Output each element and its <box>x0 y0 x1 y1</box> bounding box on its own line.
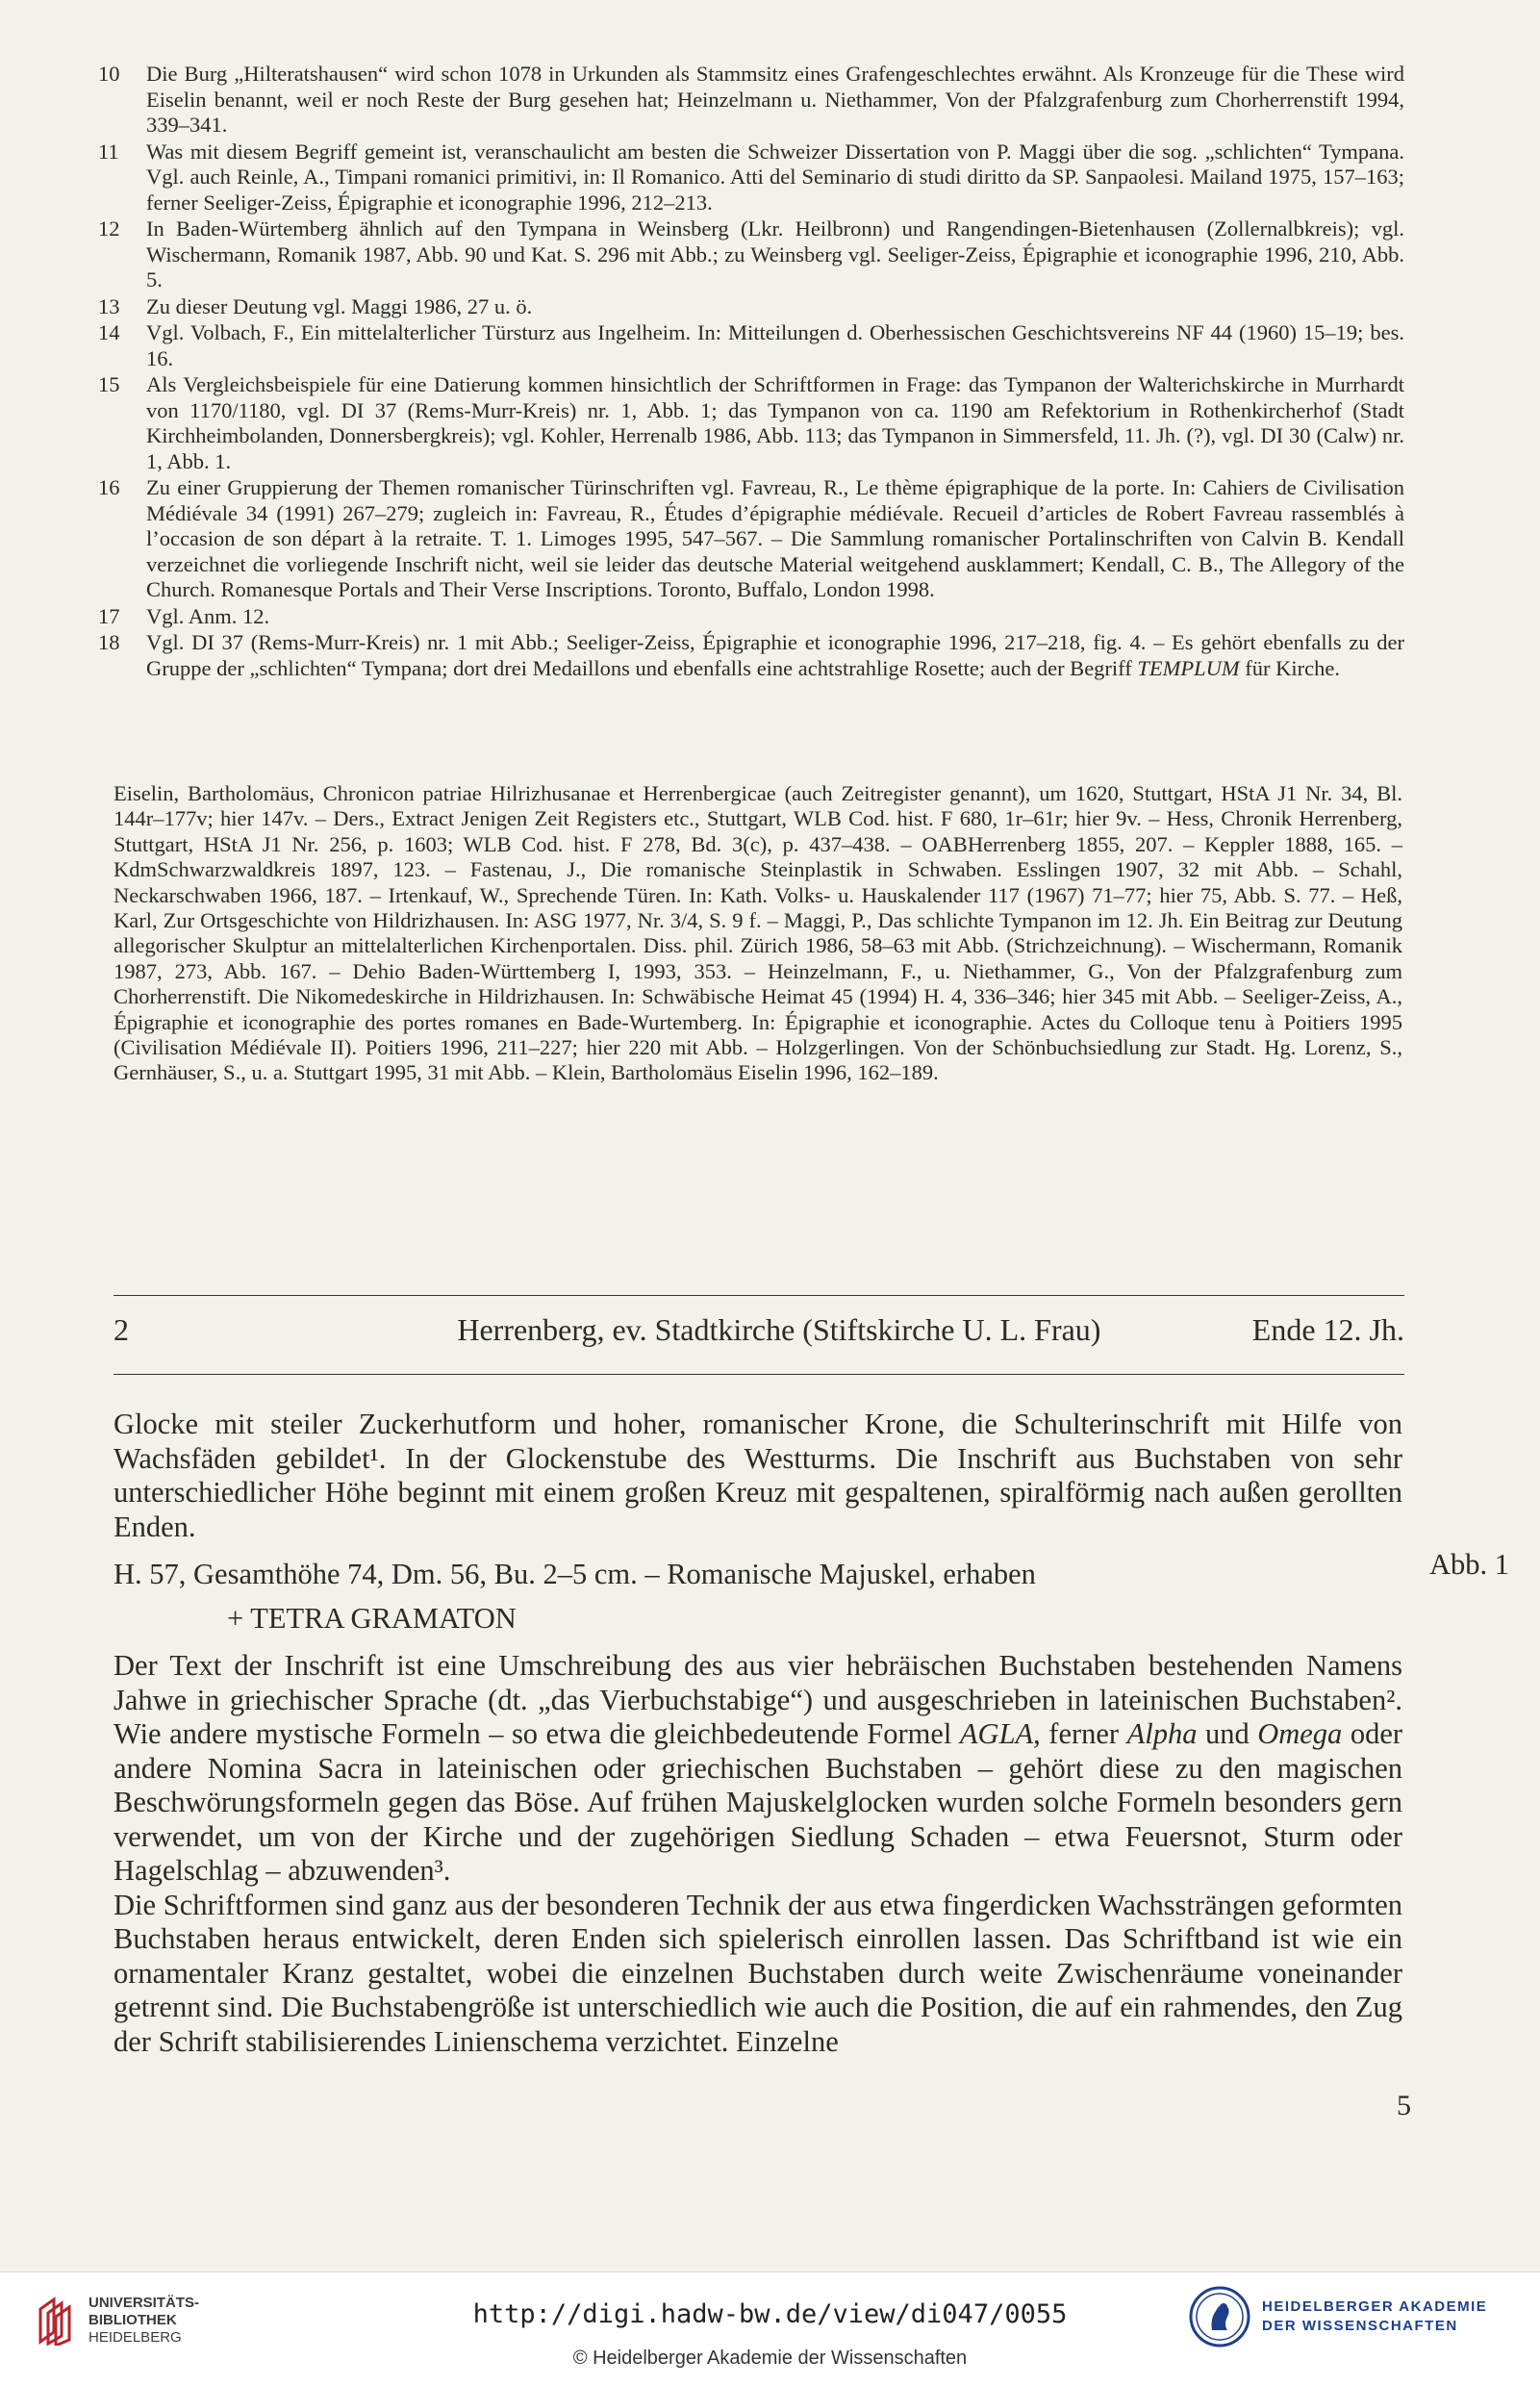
permalink-url[interactable]: http://digi.hadw-bw.de/view/di047/0055 <box>472 2299 1068 2329</box>
footnote-text: Die Burg „Hilteratshausen“ wird schon 1078 in Urkunden als Stammsitz eines Grafengeschlechtes erwähnt. Als Kronzeuge für die These wird Eiselin benannt, weil er noch Reste der Burg gesehen hat; Heinzelmann u. Niethammer, Von der Pfalzgrafenburg zum Chorherrenstift 1994, 339–341. <box>146 62 1404 137</box>
description-paragraph: Glocke mit steiler Zuckerhutform und hoher, romanischer Krone, die Schulterinschrift mit Hilfe von Wachsfäden gebildet¹. In der Glockenstube des Westturms. Die Inschrift aus Buchstaben von sehr unterschiedlicher Höhe beginnt mit einem großen Kreuz mit gespaltenen, spiralförmig nach außen gerollten Enden. <box>114 1408 1402 1543</box>
entry-body <box>114 1408 1402 2059</box>
footnote-number: 11 <box>98 139 119 164</box>
header-rule-top <box>114 1295 1404 1296</box>
footnote <box>96 604 1404 630</box>
footnote <box>96 320 1404 371</box>
ub-name-line: UNIVERSITÄTS- <box>88 2295 200 2311</box>
hadw-name <box>1262 2297 1487 2336</box>
footnote-text: Als Vergleichsbeispiele für eine Datierung kommen hinsichtlich der Schriftformen in Frage: das Tympanon der Walterichskirche in Murrhardt von 1170/1180, vgl. DI 37 (Rems-Murr-Kreis) nr. 1, Abb. 1; das Tympanon von ca. 1190 am Refektorium in Rothenkircherhof (Stadt Kirchheimbolanden, Donnersbergkreis); vgl. Kohler, Herrenalb 1986, Abb. 113; das Tympanon in Simmersfeld, 11. Jh. (?), vgl. DI 30 (Calw) nr. 1, Abb. 1. <box>146 372 1404 473</box>
formula-agla: AGLA <box>959 1717 1034 1750</box>
bibliography: Eiselin, Bartholomäus, Chronicon patriae Hilrizhusanae et Herrenbergicae (auch Zeitregister genannt), um 1620, Stuttgart, HStA J1 Nr. 34, Bl. 144r–177v; hier 147v. – Ders., Extract Jenigen Zeit Registers etc., Stuttgart, WLB Cod. hist. F 680, 1r–61r; hier 9v. – Hess, Chronik Herrenberg, Stuttgart, HStA J1 Nr. 256, p. 1603; WLB Cod. hist. F 278, Bd. 3(c), p. 437–438. – OABHerrenberg 1855, 207. – Keppler 1888, 165. – KdmSchwarzwaldkreis 1897, 123. – Fastenau, J., Die romanische Steinplastik in Schwaben. Esslingen 1907, 32 mit Abb. – Schahl, Neckarschwaben 1966, 187. – Irtenkauf, W., Sprechende Türen. In: Kath. Volks- u. Hauskalender 117 (1967) 71–77; hier 75, Abb. S. 77. – Heß, Karl, Zur Ortsgeschichte von Hildrizhausen. In: ASG 1977, Nr. 3/4, S. 9 f. – Maggi, P., Das schlichte Tympanon im 12. Jh. Ein Beitrag zur Deutung allegorischer Skulptur an mittelalterlichen Kirchenportalen. Diss. phil. Zürich 1986, 58–63 mit Abb. (Strichzeichnung). – Wischermann, Romanik 1987, 273, Abb. 167. – Dehio Baden-Württemberg I, 1993, 353. – Heinzelmann, F., u. Niethammer, G., Von der Pfalzgrafenburg zum Chorherrenstift. Die Nikomedeskirche in Hildrizhausen. In: Schwäbische Heimat 45 (1994) H. 4, 336–346; hier 345 mit Abb. – Seeliger-Zeiss, A., Épigraphie et iconographie des portes romanes en Bade-Wurtemberg. In: Épigraphie et iconographie. Actes du Colloque tenu à Poitiers 1995 (Civilisation Médiévale II). Poitiers 1996, 211–227; hier 220 mit Abb. – Holzgerlingen. Von der Schönbuchsiedlung zur Stadt. Hg. Lorenz, S., Gernhäuser, S., u. a. Stuttgart 1995, 31 mit Abb. – Klein, Bartholomäus Eiselin 1996, 162–189. <box>114 781 1402 1085</box>
entry-date: Ende 12. Jh. <box>1251 1312 1404 1347</box>
footnote-number: 15 <box>98 372 120 396</box>
footnote-italic-term: TEMPLUM <box>1137 655 1240 680</box>
footnote <box>96 62 1404 139</box>
commentary-text: oder andere Nomina Sacra in lateinischen oder griechischen Buchstaben – gehört diese zu den magischen Beschwörungsformeln gegen das Böse. Auf frühen Majuskelglocken wurden solche Formeln besonders gern verwendet, um von der Kirche und der zugehörigen Siedlung Schaden – etwa Feuersnot, Sturm oder Hagelschlag – abzuwenden³. <box>114 1717 1403 1887</box>
footnote-number: 10 <box>98 62 120 86</box>
formula-alpha: Alpha <box>1126 1717 1198 1750</box>
footnote-text: In Baden-Würtemberg ähnlich auf den Tympana in Weinsberg (Lkr. Heilbronn) und Rangendingen-Bietenhausen (Zollernalbkreis); vgl. Wischermann, Romanik 1987, Abb. 90 und Kat. S. 296 mit Abb.; zu Weinsberg vgl. Seeliger-Zeiss, Épigraphie et iconographie 1996, 210, Abb. 5. <box>146 216 1404 292</box>
figure-reference: Abb. 1 <box>1429 1548 1510 1581</box>
footnote <box>96 372 1404 474</box>
footnote-text-part: Vgl. DI 37 (Rems-Murr-Kreis) nr. 1 mit Abb.; Seeliger-Zeiss, Épigraphie et iconographie 1996, 217–218, fig. 4. – Es gehört ebenfalls zu der Gruppe der „schlichten“ Tympana; dort drei Medaillons und ebenfalls eine achtstrahlige Rosette; auch der Begriff <box>146 630 1404 680</box>
entry-title: Herrenberg, ev. Stadtkirche (Stiftskirche U. L. Frau) <box>457 1312 1101 1347</box>
footnote-text: Zu einer Gruppierung der Themen romanischer Türinschriften vgl. Favreau, R., Le thème épigraphique de la porte. In: Cahiers de Civilisation Médiévale 34 (1991) 267–279; zugleich in: Favreau, R., Études d’épigraphie médiévale. Recueil d’articles de Robert Favreau rassemblés à l’occasion de son départ à la retraite. T. 1. Limoges 1995, 547–567. – Die Sammlung romanischer Portalinschriften von Calvin B. Kendall verzeichnet die vorliegende Inschrift nicht, weil sie leider das deutsche Material weitgehend ausklammert; Kendall, C. B., The Allegory of the Church. Romanesque Portals and Their Verse Inscriptions. Toronto, Buffalo, London 1998. <box>146 475 1404 601</box>
header-rule-bottom <box>114 1374 1404 1375</box>
hadw-logo[interactable] <box>1189 2286 1487 2348</box>
script-paragraph: Die Schriftformen sind ganz aus der besonderen Technik der aus etwa fingerdicken Wachssträngen geformten Buchstaben heraus entwickelt, deren Enden sich spielerisch einrollen lassen. Das Schriftband ist wie ein ornamentaler Kranz gestaltet, wobei die einzelnen Buchstaben durch weite Zwischenräume voneinander getrennt sind. Die Buchstabengröße ist unterschiedlich wie auch die Position, die auf ein rahmendes, den Zug der Schrift stabilisierendes Linienschema verzichtet. Einzelne <box>114 1888 1402 2058</box>
footnote <box>96 630 1404 681</box>
footnote <box>96 140 1404 216</box>
footnote-text: Was mit diesem Begriff gemeint ist, veranschaulicht am besten die Schweizer Dissertation von P. Maggi über die sog. „schlichten“ Tympana. Vgl. auch Reinle, A., Timpani romanici primitivi, in: Il Romanico. Atti del Seminario di studi diritto da SP. Sanpaolesi. Mailand 1975, 157–163; ferner Seeliger-Zeiss, Épigraphie et iconographie 1996, 212–213. <box>146 139 1404 215</box>
ub-heidelberg-logo[interactable] <box>37 2292 229 2349</box>
ub-emblem-icon <box>37 2296 75 2346</box>
footnote-text: Zu dieser Deutung vgl. Maggi 1986, 27 u. ö. <box>146 293 533 318</box>
footnote-number: 18 <box>98 630 120 654</box>
measurements: H. 57, Gesamthöhe 74, Dm. 56, Bu. 2–5 cm. – Romanische Majuskel, erhaben <box>114 1558 1036 1590</box>
hadw-name-line: DER WISSENSCHAFTEN <box>1262 2318 1458 2334</box>
footnote-text <box>146 630 1404 681</box>
commentary-text: Der Text der Inschrift ist eine Umschreibung des aus vier hebräischen Buchstaben bestehenden Namens Jahwe in griechischer Sprache (dt. „das Vierbuchstabige“) und ausgeschrieben in lateinischen Buchstaben². Wie andere mystische Formeln – so etwa die gleichbedeutende Formel <box>114 1649 1402 1750</box>
ub-name <box>88 2295 199 2347</box>
ub-name-line: HEIDELBERG <box>88 2329 182 2346</box>
footnote-text-part: für Kirche. <box>1239 655 1340 680</box>
footnote <box>96 216 1404 293</box>
copyright-notice: © Heidelberger Akademie der Wissenschaften <box>572 2348 968 2369</box>
footnote <box>96 475 1404 603</box>
commentary-text: , ferner <box>1033 1717 1127 1750</box>
footnote-number: 17 <box>98 603 120 628</box>
footnote-number: 13 <box>98 293 120 318</box>
footnote <box>96 294 1404 320</box>
footnotes <box>96 62 1404 682</box>
inscription-text: + TETRA GRAMATON <box>227 1601 517 1635</box>
hadw-seal-icon <box>1189 2286 1250 2348</box>
footnote-number: 14 <box>98 320 120 344</box>
entry-header <box>114 1312 1404 1348</box>
formula-omega: Omega <box>1257 1717 1343 1750</box>
footnote-text: Vgl. Volbach, F., Ein mittelalterlicher Türsturz aus Ingelheim. In: Mitteilungen d. Oberhessischen Geschichtsvereins NF 44 (1960) 15–19; bes. 16. <box>146 320 1404 370</box>
commentary-text: und <box>1197 1717 1258 1750</box>
commentary-paragraph <box>114 1649 1402 1889</box>
footnote-text: Vgl. Anm. 12. <box>146 603 270 628</box>
entry-number: 2 <box>114 1312 129 1347</box>
ub-name-line: BIBLIOTHEK <box>88 2312 177 2328</box>
hadw-name-line: HEIDELBERGER AKADEMIE <box>1262 2298 1488 2315</box>
page-number: 5 <box>1397 2090 1411 2121</box>
footnote-number: 16 <box>98 475 120 499</box>
footnote-number: 12 <box>98 216 120 241</box>
